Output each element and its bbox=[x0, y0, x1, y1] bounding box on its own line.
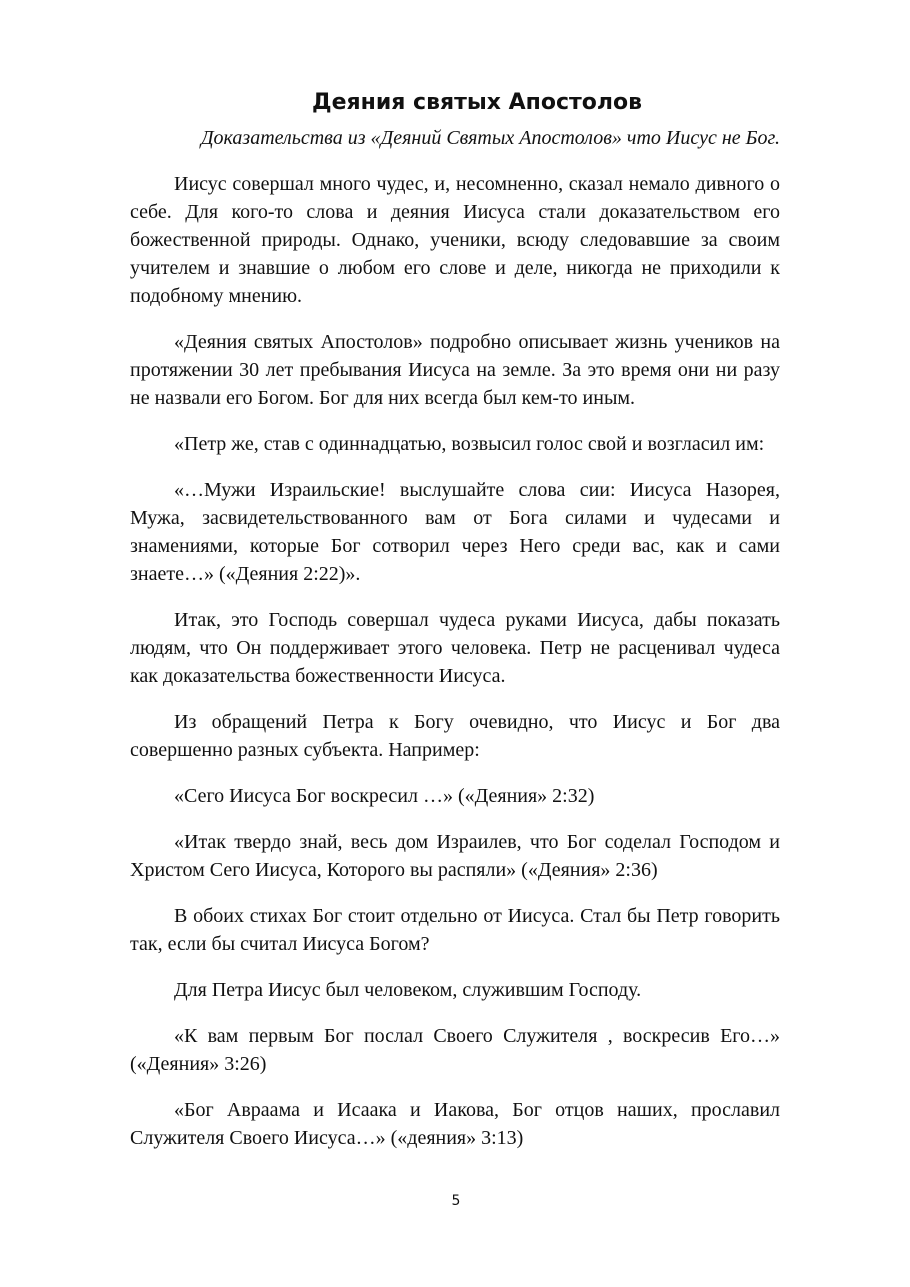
paragraph: «К вам первым Бог послал Своего Служителя , воскресив Его…» («Деяния» 3:26) bbox=[130, 1025, 780, 1075]
paragraph: «Деяния святых Апостолов» подробно описывает жизнь учеников на протяжении 30 лет пребывания Иисуса на земле. За это время они ни разу не назвали его Богом. Бог для них всегда был кем-то иным. bbox=[130, 331, 780, 409]
paragraph: Для Петра Иисус был человеком, служившим Господу. bbox=[174, 979, 642, 1001]
paragraph: «…Мужи Израильские! выслушайте слова сии: Иисуса Назорея, Мужа, засвидетельствованного вам от Бога силами и чудесами и знамениями, которые Бог сотворил через Него среди вас, как и сами знаете…» («Деяния 2:22)». bbox=[130, 479, 780, 585]
page-title: Деяния святых Апостолов bbox=[311, 90, 643, 115]
paragraph: Итак, это Господь совершал чудеса руками Иисуса, дабы показать людям, что Он поддерживает этого человека. Петр не расценивал чудеса как доказательства божественности Иисуса. bbox=[130, 609, 780, 687]
paragraph: Из обращений Петра к Богу очевидно, что Иисус и Бог два совершенно разных субъекта. Например: bbox=[130, 711, 780, 761]
paragraph: «Бог Авраама и Исаака и Иакова, Бог отцов наших, прославил Служителя Своего Иисуса…» («деяния» 3:13) bbox=[130, 1099, 780, 1149]
paragraph: «Петр же, став с одиннадцатью, возвысил голос свой и возгласил им: bbox=[174, 433, 765, 455]
paragraph: Иисус совершал много чудес, и, несомненно, сказал немало дивного о себе. Для кого-то слова и деяния Иисуса стали доказательством его божественной природы. Однако, ученики, всюду следовавшие за своим учителем и знавшие о любом его слове и деле, никогда не приходили к подобному мнению. bbox=[130, 173, 780, 307]
page-number: 5 bbox=[451, 1193, 461, 1209]
paragraph: «Сего Иисуса Бог воскресил …» («Деяния» 2:32) bbox=[174, 785, 595, 807]
paragraph: В обоих стихах Бог стоит отдельно от Иисуса. Стал бы Петр говорить так, если бы считал Иисуса Богом? bbox=[130, 905, 780, 955]
page-subtitle: Доказательства из «Деяний Святых Апостолов» что Иисус не Бог. bbox=[200, 127, 780, 149]
paragraph: «Итак твердо знай, весь дом Израилев, что Бог соделал Господом и Христом Сего Иисуса, Которого вы распяли» («Деяния» 2:36) bbox=[130, 831, 780, 881]
